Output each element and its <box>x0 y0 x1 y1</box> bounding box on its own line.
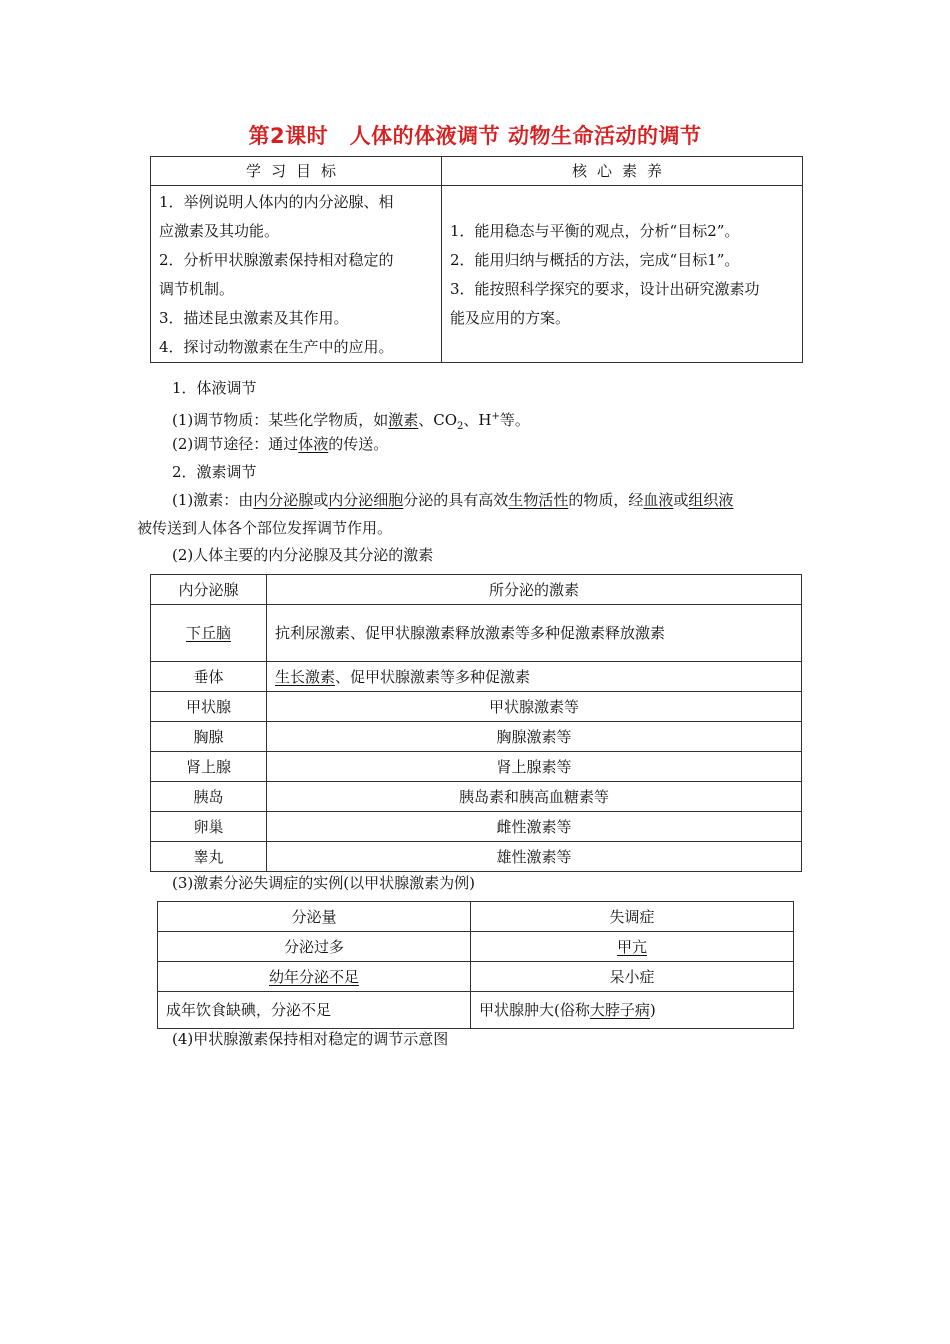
hormone-definition-line <box>172 487 733 514</box>
regulating-pathway-line <box>172 431 388 458</box>
amount-header: 分泌量 <box>158 902 471 932</box>
text-span: 等。 <box>499 411 530 429</box>
hormone-header: 所分泌的激素 <box>267 575 802 605</box>
literacy-line: 能及应用的方案。 <box>450 309 571 327</box>
text-span: 或 <box>673 491 689 509</box>
text-span: 的传送。 <box>328 435 389 453</box>
section-2-heading: 2．激素调节 <box>172 463 257 481</box>
text-span: ) <box>649 1001 656 1019</box>
literacy-line: 2．能用归纳与概括的方法，完成“目标1”。 <box>450 251 740 269</box>
literacy-header: 核心素养 <box>442 157 803 186</box>
amount-cell: 分泌过多 <box>158 932 471 962</box>
answer-tissue-fluid: 组织液 <box>688 491 734 509</box>
objective-line: 4．探讨动物激素在生产中的应用。 <box>159 338 394 356</box>
text-span: 、H <box>463 411 492 429</box>
text-span: 分泌的具有高效 <box>403 491 509 509</box>
gland-cell: 睾丸 <box>151 842 267 872</box>
answer-hyperthyroidism: 甲亢 <box>616 937 647 956</box>
answer-childhood-deficiency: 幼年分泌不足 <box>268 967 359 986</box>
section-1-heading: 1．体液调节 <box>172 379 257 397</box>
disorder-header: 失调症 <box>471 902 794 932</box>
answer-endocrine-gland: 内分泌腺 <box>253 491 314 509</box>
answer-endocrine-cell: 内分泌细胞 <box>328 491 404 509</box>
gland-cell: 胸腺 <box>151 722 267 752</box>
answer-hormone: 激素 <box>388 411 419 429</box>
objectives-cell <box>151 186 442 363</box>
hormone-cell <box>267 662 802 692</box>
objective-line: 应激素及其功能。 <box>159 222 280 240</box>
endocrine-gland-table <box>150 574 802 872</box>
answer-blood: 血液 <box>643 491 674 509</box>
hormone-cell: 抗利尿激素、促甲状腺激素释放激素等多种促激素释放激素 <box>267 605 802 662</box>
objective-line: 1．举例说明人体内的内分泌腺、相 <box>159 193 394 211</box>
text-span: 、CO <box>418 411 458 429</box>
objectives-header: 学习目标 <box>151 157 442 186</box>
hormone-cell: 甲状腺激素等 <box>267 692 802 722</box>
literacy-line: 1．能用稳态与平衡的观点，分析“目标2”。 <box>450 222 740 240</box>
disorder-cell: 呆小症 <box>471 962 794 992</box>
text-span: (2)调节途径：通过 <box>172 435 299 453</box>
gland-cell: 肾上腺 <box>151 752 267 782</box>
regulation-diagram-caption: (4)甲状腺激素保持相对稳定的调节示意图 <box>172 1030 449 1048</box>
answer-body-fluid: 体液 <box>298 435 329 453</box>
hormone-definition-line-2: 被传送到人体各个部位发挥调节作用。 <box>137 519 393 537</box>
gland-cell: 甲状腺 <box>151 692 267 722</box>
subscript: 2 <box>457 421 464 432</box>
text-span: 甲状腺肿大(俗称 <box>479 1001 590 1019</box>
disorder-cell <box>471 932 794 962</box>
hormone-cell: 雌性激素等 <box>267 812 802 842</box>
literacy-cell <box>442 186 803 363</box>
text-span: 或 <box>313 491 329 509</box>
objective-line: 调节机制。 <box>159 280 235 298</box>
answer-goiter: 大脖子病 <box>589 1001 650 1019</box>
superscript: + <box>491 411 500 422</box>
gland-cell <box>151 605 267 662</box>
hormone-cell: 雄性激素等 <box>267 842 802 872</box>
objective-line: 3．描述昆虫激素及其作用。 <box>159 309 349 327</box>
answer-hypothalamus: 下丘脑 <box>185 624 231 642</box>
answer-growth-hormone: 生长激素 <box>275 667 336 686</box>
hormone-cell: 肾上腺素等 <box>267 752 802 782</box>
answer-bioactivity: 生物活性 <box>508 491 569 509</box>
page-title: 第2课时 人体的体液调节 动物生命活动的调节 <box>248 124 702 148</box>
amount-cell: 成年饮食缺碘，分泌不足 <box>158 992 471 1029</box>
gland-cell: 卵巢 <box>151 812 267 842</box>
hormone-cell: 胰岛素和胰高血糖素等 <box>267 782 802 812</box>
disorder-cell <box>471 992 794 1029</box>
hormone-cell: 胸腺激素等 <box>267 722 802 752</box>
text-span: 的物质，经 <box>568 491 644 509</box>
disorder-table-caption: (3)激素分泌失调症的实例(以甲状腺激素为例) <box>172 874 475 892</box>
objectives-table <box>150 156 803 363</box>
hormone-disorder-table <box>157 901 794 1029</box>
amount-cell <box>158 962 471 992</box>
gland-header: 内分泌腺 <box>151 575 267 605</box>
literacy-line: 3．能按照科学探究的要求，设计出研究激素功 <box>450 280 760 298</box>
gland-cell: 胰岛 <box>151 782 267 812</box>
gland-table-caption: (2)人体主要的内分泌腺及其分泌的激素 <box>172 546 434 564</box>
text-span: (1)调节物质：某些化学物质，如 <box>172 411 389 429</box>
text-span: 、促甲状腺激素等多种促激素 <box>335 667 531 686</box>
text-span: (1)激素：由 <box>172 491 254 509</box>
objective-line: 2．分析甲状腺激素保持相对稳定的 <box>159 251 394 269</box>
gland-cell: 垂体 <box>151 662 267 692</box>
